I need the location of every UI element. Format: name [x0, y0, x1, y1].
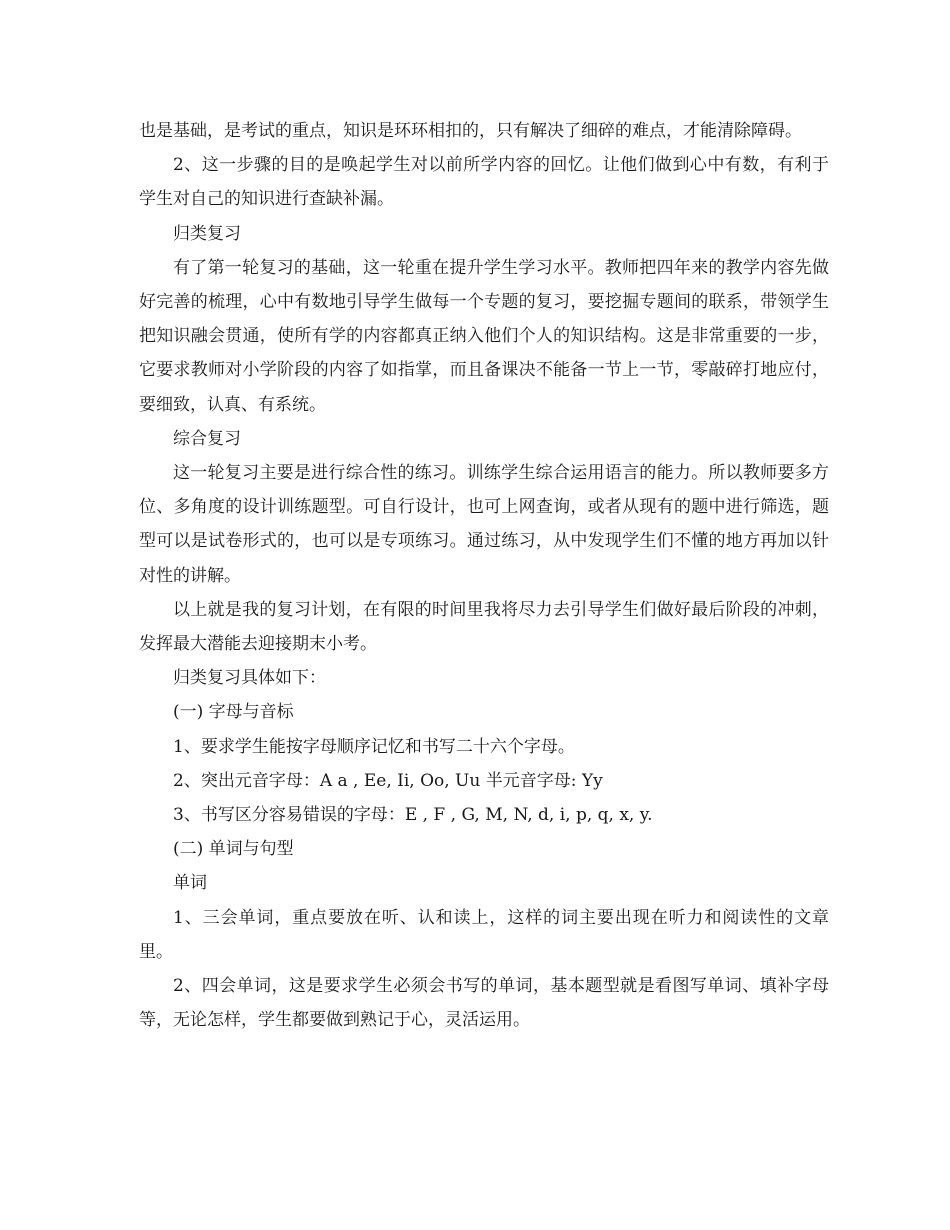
- heading-category-review: 归类复习: [173, 223, 241, 244]
- heading-comprehensive-review: 综合复习: [173, 428, 241, 449]
- list-item-words-1: 1、三会单词，重点要放在听、认和读上，这样的词主要出现在听力和阅读性的文章里。: [139, 907, 829, 962]
- list-item-letters-3: 3、书写区分容易错误的字母：E , F , G, M, N, d, i, p, q, x, y.: [173, 805, 653, 826]
- paragraph-category-review: 有了第一轮复习的基础，这一轮重在提升学生学习水平。教师把四年来的教学内容先做好完善的梳理，心中有数地引导学生做每一个专题的复习，要挖掘专题间的联系，带领学生把知识融会贯通，使所有学的内容都真正纳入他们个人的知识结构。这是非常重要的一步，它要求教师对小学阶段的内容了如指掌，而且备课决不能备一节上一节，零敲碎打地应付，要细致，认真、有系统。: [139, 257, 829, 415]
- paragraph-comprehensive-review: 这一轮复习主要是进行综合性的练习。训练学生综合运用语言的能力。所以教师要多方位、多角度的设计训练题型。可自行设计，也可上网查询，或者从现有的题中进行筛选，题型可以是试卷形式的，也可以是专项练习。通过练习，从中发现学生们不懂的地方再加以针对性的讲解。: [139, 463, 829, 586]
- paragraph-continuation: 也是基础，是考试的重点，知识是环环相扣的，只有解决了细碎的难点，才能清除障碍。: [139, 121, 802, 141]
- paragraph-step-2: 2、这一步骤的目的是唤起学生对以前所学内容的回忆。让他们做到心中有数，有利于学生对自己的知识进行查缺补漏。: [139, 155, 829, 210]
- document-body: [139, 114, 829, 1037]
- list-item-letters-1: 1、要求学生能按字母顺序记忆和书写二十六个字母。: [173, 736, 575, 757]
- heading-words: 单词: [173, 873, 207, 894]
- heading-words-sentences: (二) 单词与句型: [173, 839, 294, 860]
- list-item-words-2: 2、四会单词，这是要求学生必须会书写的单词，基本题型就是看图写单词、填补字母等，无论怎样，学生都要做到熟记于心，灵活运用。: [139, 976, 829, 1031]
- list-item-letters-2: 2、突出元音字母：A a , Ee, Ii, Oo, Uu 半元音字母: Yy: [173, 770, 603, 791]
- heading-category-details: 归类复习具体如下：: [173, 668, 326, 689]
- heading-letters-phonetics: (一) 字母与音标: [173, 702, 294, 723]
- paragraph-summary: 以上就是我的复习计划，在有限的时间里我将尽力去引导学生们做好最后阶段的冲刺，发挥最大潜能去迎接期末小考。: [139, 599, 829, 655]
